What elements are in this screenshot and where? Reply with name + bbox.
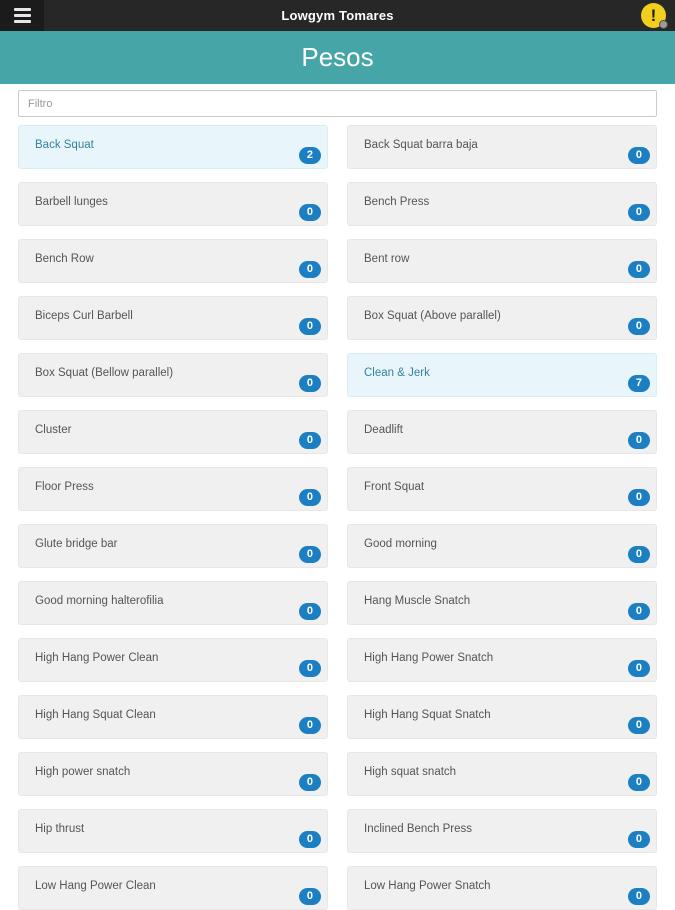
count-badge: 0 [299,774,321,791]
count-badge: 0 [299,660,321,677]
exercise-card[interactable] [18,353,328,397]
exercise-card[interactable] [347,524,657,568]
exercise-name: Low Hang Power Snatch [364,880,491,892]
exercise-card[interactable] [18,296,328,340]
exercise-name: High power snatch [35,766,131,778]
count-badge: 0 [628,660,650,677]
top-bar [0,0,675,31]
exercise-card[interactable] [347,866,657,910]
exercise-card[interactable] [18,809,328,853]
exercise-card[interactable] [18,239,328,283]
exercise-name: High Hang Squat Snatch [364,709,491,721]
exercise-card[interactable] [18,866,328,910]
sub-badge [659,20,668,29]
count-badge: 2 [299,147,321,164]
exercise-card[interactable] [18,467,328,511]
count-badge: 0 [299,888,321,905]
exercise-card[interactable] [347,410,657,454]
exercise-card[interactable] [347,125,657,169]
count-badge: 0 [628,717,650,734]
count-badge: 0 [299,432,321,449]
exercise-card[interactable] [18,581,328,625]
exercise-name: Floor Press [35,481,94,493]
menu-button[interactable] [0,0,44,31]
exercise-grid [0,117,675,910]
exercise-card[interactable] [347,752,657,796]
warning-icon: ! [650,6,657,25]
count-badge: 0 [628,603,650,620]
exercise-card[interactable] [18,638,328,682]
exercise-card[interactable] [18,410,328,454]
exercise-card[interactable] [347,695,657,739]
count-badge: 0 [299,717,321,734]
filter-bar [0,84,675,117]
notification-button[interactable] [641,3,666,28]
count-badge: 0 [628,489,650,506]
count-badge: 7 [628,375,650,392]
exercise-name: Hang Muscle Snatch [364,595,471,607]
exercise-name: Glute bridge bar [35,538,118,550]
count-badge: 0 [299,603,321,620]
hamburger-icon [14,8,31,11]
filter-input[interactable] [18,90,657,117]
exercise-name: Back Squat barra baja [364,139,478,151]
exercise-card[interactable] [18,695,328,739]
count-badge: 0 [299,489,321,506]
exercise-name: High Hang Squat Clean [35,709,156,721]
exercise-name: Clean & Jerk [364,367,430,379]
exercise-card[interactable] [347,581,657,625]
exercise-card[interactable] [18,182,328,226]
app-title: Lowgym Tomares [281,8,394,23]
count-badge: 0 [628,261,650,278]
exercise-card[interactable] [347,182,657,226]
count-badge: 0 [628,774,650,791]
exercise-card[interactable] [347,467,657,511]
exercise-name: Biceps Curl Barbell [35,310,133,322]
exercise-card[interactable] [347,353,657,397]
exercise-name: Box Squat (Above parallel) [364,310,501,322]
exercise-card[interactable] [18,524,328,568]
exercise-name: Hip thrust [35,823,85,835]
exercise-name: Bench Row [35,253,94,265]
exercise-card[interactable] [18,125,328,169]
exercise-name: Front Squat [364,481,425,493]
exercise-name: Good morning halterofilia [35,595,164,607]
exercise-name: Bench Press [364,196,430,208]
exercise-name: Bent row [364,253,410,265]
exercise-card[interactable] [347,296,657,340]
exercise-card[interactable] [18,752,328,796]
count-badge: 0 [299,831,321,848]
exercise-name: Low Hang Power Clean [35,880,156,892]
count-badge: 0 [299,546,321,563]
count-badge: 0 [628,204,650,221]
exercise-name: High Hang Power Clean [35,652,159,664]
exercise-name: Back Squat [35,139,94,151]
exercise-name: Good morning [364,538,437,550]
count-badge: 0 [628,831,650,848]
count-badge: 0 [628,318,650,335]
exercise-name: High squat snatch [364,766,457,778]
count-badge: 0 [628,147,650,164]
exercise-name: Barbell lunges [35,196,108,208]
count-badge: 0 [299,318,321,335]
exercise-name: Cluster [35,424,72,436]
exercise-card[interactable] [347,638,657,682]
page-title: Pesos [301,42,374,72]
exercise-name: Inclined Bench Press [364,823,473,835]
count-badge: 0 [628,432,650,449]
exercise-name: Box Squat (Bellow parallel) [35,367,174,379]
count-badge: 0 [299,261,321,278]
exercise-card[interactable] [347,239,657,283]
page-header [0,31,675,84]
exercise-name: High Hang Power Snatch [364,652,494,664]
count-badge: 0 [299,375,321,392]
count-badge: 0 [299,204,321,221]
count-badge: 0 [628,888,650,905]
exercise-name: Deadlift [364,424,403,436]
exercise-card[interactable] [347,809,657,853]
count-badge: 0 [628,546,650,563]
